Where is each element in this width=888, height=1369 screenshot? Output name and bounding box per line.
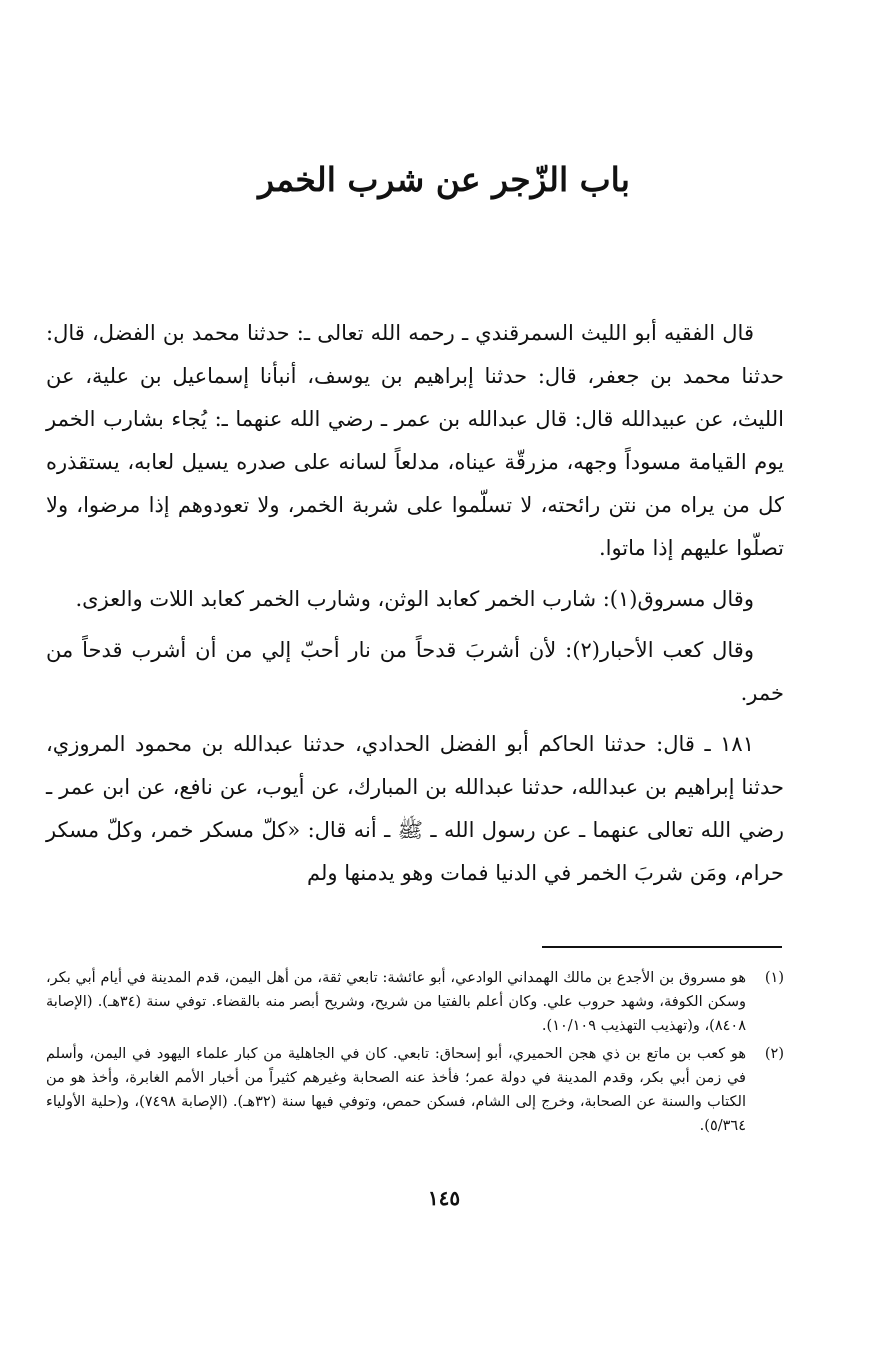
main-text	[46, 312, 784, 903]
footnotes	[46, 966, 784, 1142]
paragraph: ١٨١ ـ قال: حدثنا الحاكم أبو الفضل الحدادي، حدثنا عبدالله بن محمود المروزي، حدثنا إبراهيم بن عبدالله، حدثنا عبدالله بن المبارك، عن أيوب، عن نافع، عن ابن عمر ـ رضي الله تعالى عنهما ـ عن رسول الله ـ ﷺ ـ أنه قال: «كلّ مسكر خمر، وكلّ مسكر حرام، ومَن شربَ الخمر في الدنيا فمات وهو يدمنها ولم	[46, 732, 784, 885]
chapter-title: باب الزّجر عن شرب الخمر	[258, 160, 630, 199]
footnote-divider	[542, 946, 782, 948]
footnote-number: (٢)	[764, 1046, 784, 1062]
paragraph: وقال مسروق(١): شارب الخمر كعابد الوثن، وشارب الخمر كعابد اللات والعزى.	[75, 587, 754, 611]
footnote-text: هو مسروق بن الأجدع بن مالك الهمداني الوادعي، أبو عائشة: تابعي ثقة، من أهل اليمن، قدم المدينة في أيام أبي بكر، وسكن الكوفة، وشهد حروب علي. وكان أعلم بالفتيا من شريح، وشريح أبصر منه بالقضاء. توفي سنة (٣٤هـ). (الإصابة ٨٤٠٨)، و(تهذيب التهذيب ١٠/١٠٩).	[46, 970, 746, 1034]
footnote-text: هو كعب بن ماتع بن ذي هجن الحميري، أبو إسحاق: تابعي. كان في الجاهلية من كبار علماء اليهود في اليمن، وأسلم في زمن أبي بكر، وقدم المدينة في دولة عمر؛ فأخذ عنه الصحابة وغيرهم كثيراً من أخبار الأمم الغابرة، وأخذ هو من الكتاب والسنة عن الصحابة، وخرج إلى الشام، فسكن حمص، وتوفي فيها سنة (٣٢هـ). (الإصابة ٧٤٩٨)، و(حلية الأولياء ٥/٣٦٤).	[46, 1046, 747, 1134]
paragraph: وقال كعب الأحبار(٢): لأن أشربَ قدحاً من نار أحبّ إلي من أن أشرب قدحاً من خمر.	[46, 638, 784, 705]
page-number: ١٤٥	[427, 1186, 461, 1210]
paragraph: قال الفقيه أبو الليث السمرقندي ـ رحمه الله تعالى ـ: حدثنا محمد بن الفضل، قال: حدثنا محمد بن جعفر، قال: حدثنا إبراهيم بن يوسف، أنبأنا إسماعيل بن علية، عن الليث، عن عبيدالله قال: قال عبدالله بن عمر ـ رضي الله عنهما ـ: يُجاء بشارب الخمر يوم القيامة مسوداً وجهه، مزرقّة عيناه، مدلعاً لسانه على صدره يسيل لعابه، يستقذره كل من يراه من نتن رائحته، لا تسلّموا على شربة الخمر، ولا تعودوهم إذا مرضوا، ولا تصلّوا عليهم إذا ماتوا.	[46, 321, 784, 560]
footnote-number: (١)	[764, 970, 784, 986]
footnote	[46, 966, 784, 1038]
footnote	[46, 1042, 784, 1138]
